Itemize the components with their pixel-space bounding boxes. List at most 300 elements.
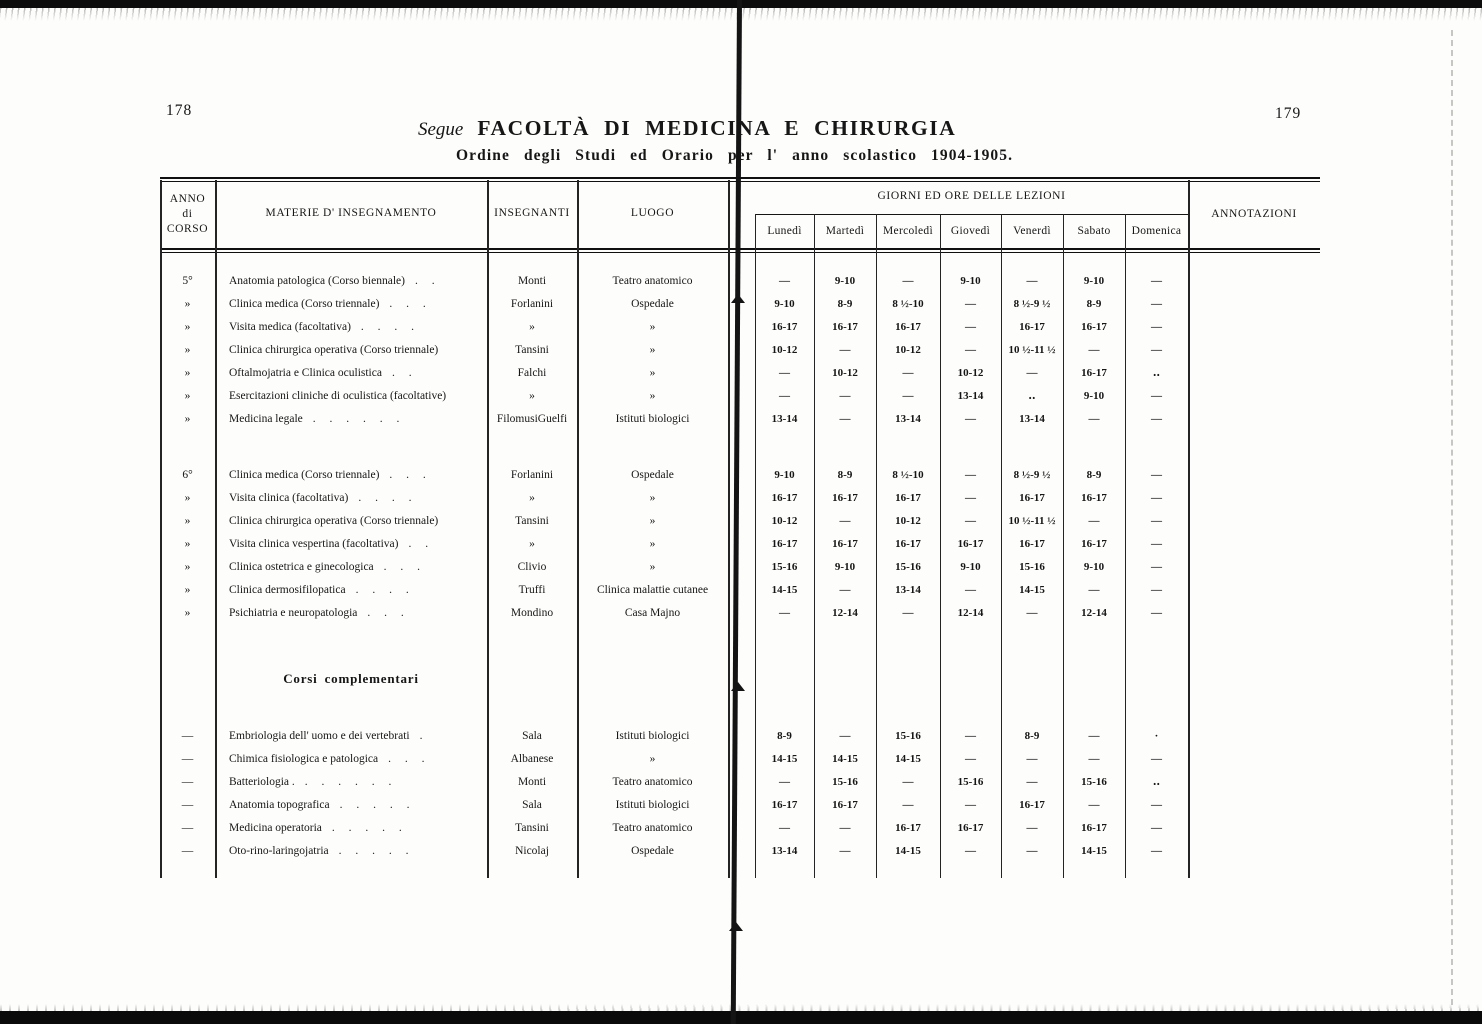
time-cell: — (1026, 607, 1038, 619)
scan-artifact-bottom-fringe (0, 1004, 1482, 1012)
time-cell: 8-9 (1086, 298, 1102, 310)
time-cell: 10-12 (957, 367, 984, 379)
time-cell: 13-14 (957, 390, 984, 402)
time-cell: — (839, 344, 851, 356)
insegnante-cell: Monti (517, 275, 547, 287)
time-cell: 13-14 (1019, 413, 1045, 425)
time-cell: 14-15 (895, 845, 921, 857)
time-cell: 8-9 (1024, 730, 1040, 742)
time-cell: 8-9 (837, 298, 853, 310)
time-cell: — (965, 799, 976, 811)
materia-cell (229, 487, 481, 510)
materia-cell (229, 748, 481, 771)
dot-leader: . . . (389, 298, 426, 310)
dot-leader: . . . . . . (312, 413, 400, 425)
insegnante-cell: Tansini (515, 822, 549, 834)
insegnante-cell: Clivio (517, 561, 547, 573)
title-prefix: Segue (418, 119, 464, 140)
right-page-edge-line (1451, 30, 1453, 1005)
time-cell: ‥ (1152, 776, 1161, 788)
luogo-cell: Casa Majno (624, 607, 681, 619)
time-cell: 14-15 (895, 753, 921, 765)
time-cell: 9-10 (1083, 561, 1105, 573)
time-cell: — (1151, 753, 1162, 765)
time-cell: 12-14 (957, 607, 984, 619)
time-cell: 16-17 (832, 492, 858, 504)
annotation-cell (1188, 487, 1320, 510)
time-cell: 16-17 (832, 799, 858, 811)
gutter-arrow-icon (731, 682, 745, 691)
time-cell: — (779, 776, 790, 788)
time-cell: — (1026, 275, 1038, 287)
annotation-cell (1188, 840, 1320, 863)
col-header-materie: MATERIE D' INSEGNAMENTO (265, 207, 437, 219)
time-cell: — (839, 822, 851, 834)
insegnante-cell: Sala (522, 730, 542, 742)
day-header-2: Martedì (825, 225, 865, 237)
annotation-cell (1188, 408, 1320, 431)
materia-text: Clinica medica (Corso triennale) (229, 469, 380, 481)
anno-cell: » (184, 390, 191, 402)
time-cell: — (965, 753, 976, 765)
luogo-cell: » (649, 321, 656, 333)
days-group-rule (755, 214, 1188, 215)
annotation-cell (1188, 270, 1320, 293)
insegnante-cell: Tansini (515, 515, 549, 527)
materia-cell (229, 725, 481, 748)
time-cell: 10-12 (771, 344, 798, 356)
time-cell: 16-17 (771, 538, 798, 550)
insegnante-cell: Nicolaj (515, 845, 549, 857)
time-cell: — (1151, 413, 1162, 425)
day-header-4: Giovedì (950, 225, 991, 237)
luogo-cell: Teatro anatomico (612, 275, 693, 287)
time-cell: 9-10 (960, 275, 981, 287)
materia-cell (229, 339, 481, 362)
time-cell: — (839, 845, 851, 857)
time-cell: 16-17 (957, 538, 984, 550)
time-cell: — (902, 799, 914, 811)
materia-text: Clinica dermosifilopatica (229, 584, 346, 596)
time-cell: ‥ (1152, 367, 1161, 379)
anno-cell: 5° (182, 275, 193, 287)
time-cell: — (902, 776, 914, 788)
time-cell: — (1151, 390, 1162, 402)
insegnante-cell: Truffi (518, 584, 546, 596)
time-cell: — (965, 730, 976, 742)
luogo-cell: Istituti biologici (615, 730, 690, 742)
time-cell: 10 ½-11 ½ (1008, 344, 1056, 356)
insegnante-cell: Monti (517, 776, 547, 788)
time-cell: — (1026, 367, 1038, 379)
time-cell: 8 ½-9 ½ (1013, 469, 1051, 481)
luogo-cell: » (649, 492, 656, 504)
time-cell: — (902, 367, 914, 379)
materia-text: Clinica chirurgica operativa (Corso triennale) (229, 515, 439, 527)
time-cell: 16-17 (1081, 538, 1107, 550)
time-cell: 8-9 (837, 469, 853, 481)
materia-text: Batteriologia . (229, 776, 295, 788)
anno-cell: » (184, 344, 191, 356)
materia-text: Oto-rino-laringojatria (229, 845, 329, 857)
time-cell: — (1088, 799, 1100, 811)
dot-leader: . . . . . . (304, 776, 392, 788)
time-cell: 15-16 (832, 776, 858, 788)
time-cell: 15-16 (895, 730, 921, 742)
time-cell: — (1151, 584, 1162, 596)
dot-leader: . (419, 730, 423, 742)
time-cell: 16-17 (832, 538, 858, 550)
annotation-cell (1188, 385, 1320, 408)
luogo-cell: Teatro anatomico (612, 822, 693, 834)
insegnante-cell: » (529, 538, 535, 550)
annotation-cell (1188, 579, 1320, 602)
time-cell: 8 ½-9 ½ (1013, 298, 1051, 310)
time-cell: — (1088, 730, 1100, 742)
time-cell: 12-14 (1081, 607, 1107, 619)
annotation-cell (1188, 556, 1320, 579)
time-cell: 15-16 (771, 561, 798, 573)
materia-cell (229, 510, 481, 533)
page-number-right: 179 (1275, 105, 1302, 122)
annotation-cell (1188, 316, 1320, 339)
dot-leader: . . . . (360, 321, 415, 333)
time-cell: 9-10 (834, 275, 856, 287)
time-cell: 9-10 (834, 561, 856, 573)
time-cell: 16-17 (895, 822, 921, 834)
time-cell: — (1151, 321, 1162, 333)
time-cell: 15-16 (957, 776, 984, 788)
time-cell: 10-12 (771, 515, 798, 527)
time-cell: 10 ½-11 ½ (1008, 515, 1056, 527)
materia-text: Chimica fisiologica e patologica (229, 753, 379, 765)
time-cell: 14-15 (832, 753, 858, 765)
time-cell: 13-14 (895, 413, 921, 425)
anno-cell: » (184, 413, 191, 425)
annotation-cell (1188, 748, 1320, 771)
anno-cell: — (181, 822, 194, 834)
table-grid-line (728, 180, 730, 878)
time-cell: 13-14 (771, 845, 798, 857)
time-cell: — (839, 515, 851, 527)
materia-text: Visita clinica vespertina (facoltativa) (229, 538, 399, 550)
anno-cell: — (181, 776, 194, 788)
time-cell: 16-17 (1019, 538, 1045, 550)
anno-cell: » (184, 321, 191, 333)
time-cell: — (779, 275, 790, 287)
luogo-cell: » (649, 561, 656, 573)
materia-text: Anatomia patologica (Corso biennale) (229, 275, 405, 287)
materia-cell (229, 602, 481, 625)
annotation-cell (1188, 362, 1320, 385)
anno-cell: » (184, 561, 191, 573)
materia-text: Clinica ostetrica e ginecologica (229, 561, 374, 573)
dot-leader: . . . (388, 753, 425, 765)
time-cell: — (779, 390, 790, 402)
annotation-cell (1188, 533, 1320, 556)
time-cell: — (1088, 413, 1100, 425)
time-cell: — (779, 367, 790, 379)
anno-cell: — (181, 845, 194, 857)
anno-cell: » (184, 298, 191, 310)
col-header-anno: ANNO di CORSO (166, 193, 209, 235)
annotation-cell (1188, 725, 1320, 748)
materia-cell (229, 293, 481, 316)
time-cell: — (1151, 344, 1162, 356)
time-cell: — (1026, 822, 1038, 834)
annotation-cell (1188, 293, 1320, 316)
time-cell: — (902, 607, 914, 619)
time-cell: 10-12 (832, 367, 858, 379)
insegnante-cell: Forlanini (510, 298, 554, 310)
time-cell: 16-17 (1081, 822, 1107, 834)
time-cell: — (1151, 845, 1162, 857)
col-header-annotazioni: ANNOTAZIONI (1211, 208, 1297, 220)
time-cell: — (965, 469, 976, 481)
annotation-cell (1188, 510, 1320, 533)
anno-cell: » (184, 492, 191, 504)
dot-leader: . . . . (358, 492, 412, 504)
materia-text: Visita clinica (facoltativa) (229, 492, 349, 504)
materia-text: Visita medica (facoltativa) (229, 321, 351, 333)
page-subtitle: Ordine degli Studi ed Orario per l' anno scolastico 1904-1905. (456, 147, 1014, 164)
table-header-bottom-rule (160, 248, 1320, 253)
time-cell: — (965, 515, 976, 527)
anno-cell: — (181, 753, 194, 765)
time-cell: — (965, 298, 976, 310)
time-cell: — (839, 584, 851, 596)
gutter-arrow-icon (731, 294, 745, 303)
page-title (418, 116, 956, 141)
time-cell: 9-10 (960, 561, 981, 573)
time-cell: 14-15 (771, 584, 798, 596)
anno-cell: — (181, 730, 194, 742)
time-cell: — (1151, 607, 1162, 619)
luogo-cell: » (649, 538, 656, 550)
luogo-cell: » (649, 390, 656, 402)
time-cell: 16-17 (771, 799, 798, 811)
time-cell: — (1151, 515, 1162, 527)
time-cell: 16-17 (1081, 321, 1107, 333)
col-header-insegnanti: INSEGNANTI (494, 207, 570, 219)
col-group-giorni: GIORNI ED ORE DELLE LEZIONI (877, 190, 1066, 202)
time-cell: — (1026, 776, 1038, 788)
dot-leader: . . . (383, 561, 421, 573)
time-cell: 16-17 (895, 538, 921, 550)
materia-text: Anatomia topografica (229, 799, 330, 811)
time-cell: 9-10 (1083, 275, 1105, 287)
materia-cell (229, 408, 481, 431)
luogo-cell: Istituti biologici (615, 799, 690, 811)
time-cell: 16-17 (895, 492, 921, 504)
anno-cell: » (184, 515, 191, 527)
luogo-cell: Ospedale (631, 469, 674, 481)
materia-cell (229, 771, 481, 794)
dot-leader: . . . . . (338, 845, 409, 857)
insegnante-cell: » (529, 492, 535, 504)
insegnante-cell: Forlanini (510, 469, 554, 481)
time-cell: — (965, 413, 976, 425)
day-header-7: Domenica (1131, 225, 1182, 237)
time-cell: 8-9 (1086, 469, 1102, 481)
luogo-cell: » (649, 344, 656, 356)
time-cell: 16-17 (1019, 321, 1045, 333)
time-cell: 16-17 (957, 822, 984, 834)
time-cell: 10-12 (895, 344, 921, 356)
dot-leader: . . . (389, 469, 426, 481)
time-cell: 16-17 (1019, 492, 1045, 504)
time-cell: — (965, 321, 976, 333)
luogo-cell: Istituti biologici (615, 413, 690, 425)
insegnante-cell: Mondino (510, 607, 554, 619)
time-cell: 13-14 (771, 413, 798, 425)
time-cell: — (1026, 845, 1038, 857)
materia-text: Medicina operatoria (229, 822, 322, 834)
table-top-rule (160, 177, 1320, 182)
page-number-left: 178 (166, 102, 193, 119)
col-header-luogo: LUOGO (630, 207, 675, 219)
time-cell: 13-14 (895, 584, 921, 596)
materia-cell (229, 840, 481, 863)
annotation-cell (1188, 771, 1320, 794)
time-cell: 16-17 (771, 321, 798, 333)
materia-text: Medicina legale (229, 413, 303, 425)
dot-leader: . . (408, 538, 429, 550)
insegnante-cell: Tansini (515, 344, 549, 356)
time-cell: — (965, 845, 976, 857)
dot-leader: . . (414, 275, 435, 287)
time-cell: — (839, 413, 851, 425)
insegnante-cell: Falchi (517, 367, 547, 379)
materia-text: Embriologia dell' uomo e dei vertebrati (229, 730, 410, 742)
time-cell: ‥ (1028, 390, 1036, 402)
materia-cell (229, 794, 481, 817)
anno-cell: » (184, 607, 191, 619)
time-cell: 16-17 (832, 321, 858, 333)
insegnante-cell: Albanese (510, 753, 554, 765)
anno-cell: » (184, 538, 191, 550)
time-cell: — (965, 584, 976, 596)
day-header-6: Sabato (1077, 225, 1111, 237)
day-header-3: Mercoledì (883, 225, 933, 237)
time-cell: 16-17 (1081, 492, 1107, 504)
luogo-cell: Ospedale (631, 845, 674, 857)
time-cell: 14-15 (1081, 845, 1107, 857)
time-cell: 9-10 (774, 469, 795, 481)
dot-leader: . . . . . (339, 799, 410, 811)
luogo-cell: » (649, 367, 656, 379)
time-cell: — (902, 390, 914, 402)
section-heading: Corsi complementari (283, 671, 419, 686)
time-cell: — (1151, 275, 1162, 287)
time-cell: 15-16 (1081, 776, 1107, 788)
materia-cell (229, 533, 481, 556)
materia-text: Clinica chirurgica operativa (Corso triennale) (229, 344, 439, 356)
time-cell: 16-17 (771, 492, 798, 504)
anno-cell: 6° (182, 469, 193, 481)
time-cell: — (902, 275, 914, 287)
day-header-5: Venerdì (1013, 225, 1051, 237)
annotation-cell (1188, 817, 1320, 840)
time-cell: 14-15 (771, 753, 798, 765)
materia-text: Oftalmojatria e Clinica oculistica (229, 367, 382, 379)
time-cell: — (779, 607, 790, 619)
dot-leader: . . . (367, 607, 404, 619)
dot-leader: . . . . (355, 584, 409, 596)
anno-cell: » (184, 584, 191, 596)
annotation-cell (1188, 339, 1320, 362)
materia-cell (229, 316, 481, 339)
gutter-arrow-icon (729, 922, 743, 931)
annotation-cell (1188, 602, 1320, 625)
dot-leader: . . . . . (331, 822, 402, 834)
insegnante-cell: » (529, 321, 535, 333)
materia-text: Clinica medica (Corso triennale) (229, 298, 380, 310)
time-cell: — (779, 822, 790, 834)
time-cell: — (1088, 344, 1100, 356)
luogo-cell: Teatro anatomico (612, 776, 693, 788)
time-cell: · (1154, 730, 1159, 742)
time-cell: — (965, 344, 976, 356)
time-cell: — (1151, 561, 1162, 573)
day-header-1: Lunedì (767, 225, 802, 237)
time-cell: — (1151, 822, 1162, 834)
luogo-cell: Ospedale (631, 298, 674, 310)
time-cell: — (1151, 799, 1162, 811)
luogo-cell: » (649, 515, 656, 527)
materia-text: Psichiatria e neuropatologia (229, 607, 358, 619)
time-cell: 10-12 (895, 515, 921, 527)
time-cell: 8 ½-10 (892, 469, 924, 481)
anno-cell: » (184, 367, 191, 379)
time-cell: 14-15 (1019, 584, 1045, 596)
materia-cell (229, 270, 481, 293)
materia-cell (229, 556, 481, 579)
time-cell: 12-14 (832, 607, 858, 619)
luogo-cell: » (649, 753, 656, 765)
time-cell: — (1026, 753, 1038, 765)
time-cell: — (1088, 515, 1100, 527)
insegnante-cell: » (529, 390, 535, 402)
materia-cell (229, 362, 481, 385)
materia-cell (229, 464, 481, 487)
time-cell: — (1151, 538, 1162, 550)
dot-leader: . . (391, 367, 412, 379)
annotation-cell (1188, 464, 1320, 487)
insegnante-cell: Sala (522, 799, 542, 811)
materia-cell (229, 817, 481, 840)
time-cell: — (965, 492, 976, 504)
time-cell: — (839, 390, 851, 402)
anno-cell: — (181, 799, 194, 811)
annotation-cell (1188, 794, 1320, 817)
time-cell: — (1151, 469, 1162, 481)
materia-cell (229, 579, 481, 602)
time-cell: — (839, 730, 851, 742)
time-cell: 15-16 (895, 561, 921, 573)
time-cell: 16-17 (895, 321, 921, 333)
time-cell: — (1151, 492, 1162, 504)
time-cell: 16-17 (1019, 799, 1045, 811)
time-cell: 9-10 (1083, 390, 1105, 402)
luogo-cell: Clinica malattie cutanee (596, 584, 709, 596)
time-cell: 9-10 (774, 298, 795, 310)
materia-cell (229, 385, 481, 408)
time-cell: 16-17 (1081, 367, 1107, 379)
time-cell: — (1088, 584, 1100, 596)
insegnante-cell: FilomusiGuelfi (496, 413, 568, 425)
time-cell: 8-9 (777, 730, 792, 742)
